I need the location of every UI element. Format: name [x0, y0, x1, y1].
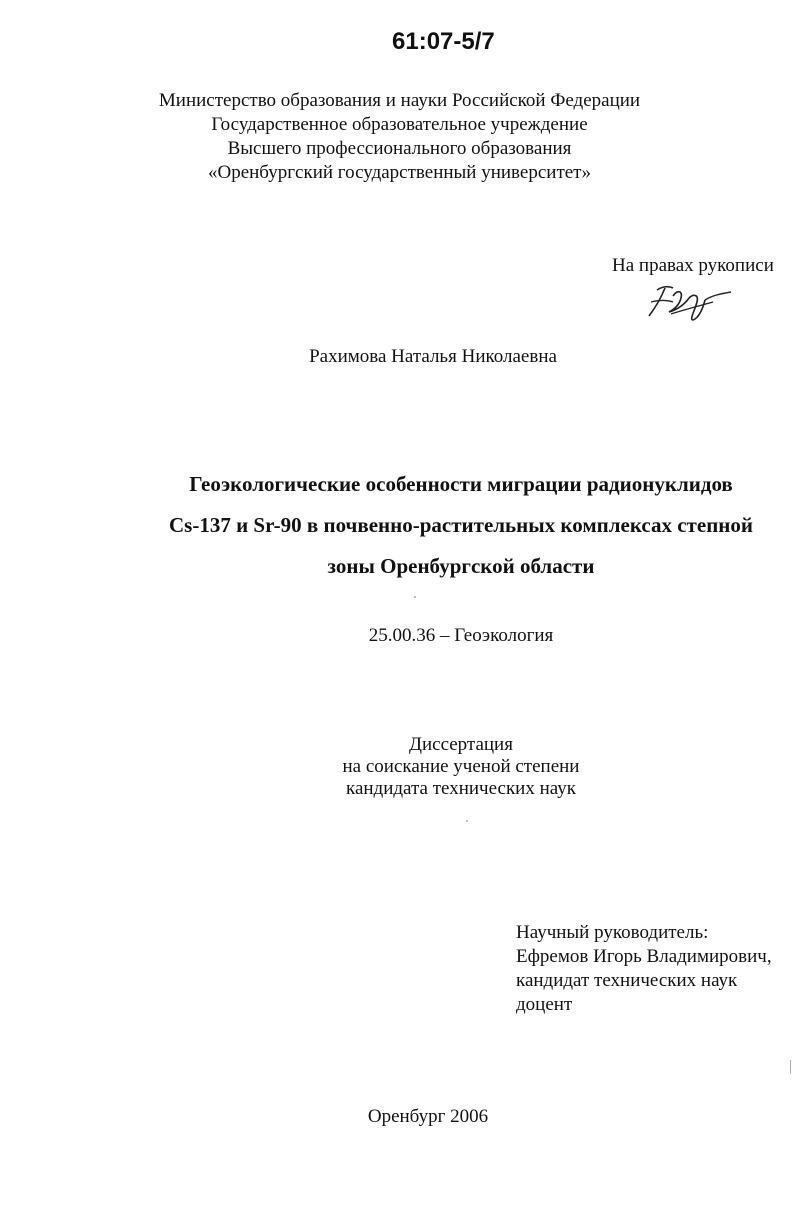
scan-speck: [414, 596, 416, 598]
education-line: Высшего профессионального образования: [227, 138, 572, 159]
advisor-block: [516, 921, 772, 1017]
advisor-name: Ефремов Игорь Владимирович,: [516, 946, 772, 967]
degree-purpose: на соискание ученой степени: [342, 756, 580, 777]
archive-stamp: 61:07-5/7: [392, 28, 495, 55]
author-name: Рахимова Наталья Николаевна: [309, 346, 557, 367]
scan-speck: [466, 820, 468, 822]
advisor-degree: кандидат технических наук: [516, 970, 738, 991]
manuscript-rights: На правах рукописи: [612, 255, 774, 276]
advisor-heading: Научный руководитель:: [516, 922, 709, 943]
title-line: зоны Оренбургской области: [327, 554, 595, 578]
ministry-block: [0, 89, 799, 185]
title-line: Cs-137 и Sr-90 в почвенно-растительных комплексах степной: [168, 513, 753, 537]
dissertation-info: [0, 734, 799, 800]
institution-line: Государственное образовательное учреждение: [211, 114, 588, 135]
title-line: Геоэкологические особенности миграции радионуклидов: [189, 472, 733, 496]
degree-name: кандидата технических наук: [346, 778, 576, 799]
city-year: Оренбург 2006: [367, 1106, 489, 1127]
ministry-line: Министерство образования и науки Российской Федерации: [158, 90, 641, 111]
university-line: «Оренбургский государственный университет»: [207, 162, 591, 183]
signature-icon: [643, 280, 735, 329]
specialty-code: 25.00.36 – Геоэкология: [368, 625, 554, 646]
dissertation-title: [0, 464, 799, 587]
advisor-rank: доцент: [516, 994, 573, 1015]
document-type: Диссертация: [409, 734, 513, 755]
scan-speck: [790, 1060, 791, 1074]
